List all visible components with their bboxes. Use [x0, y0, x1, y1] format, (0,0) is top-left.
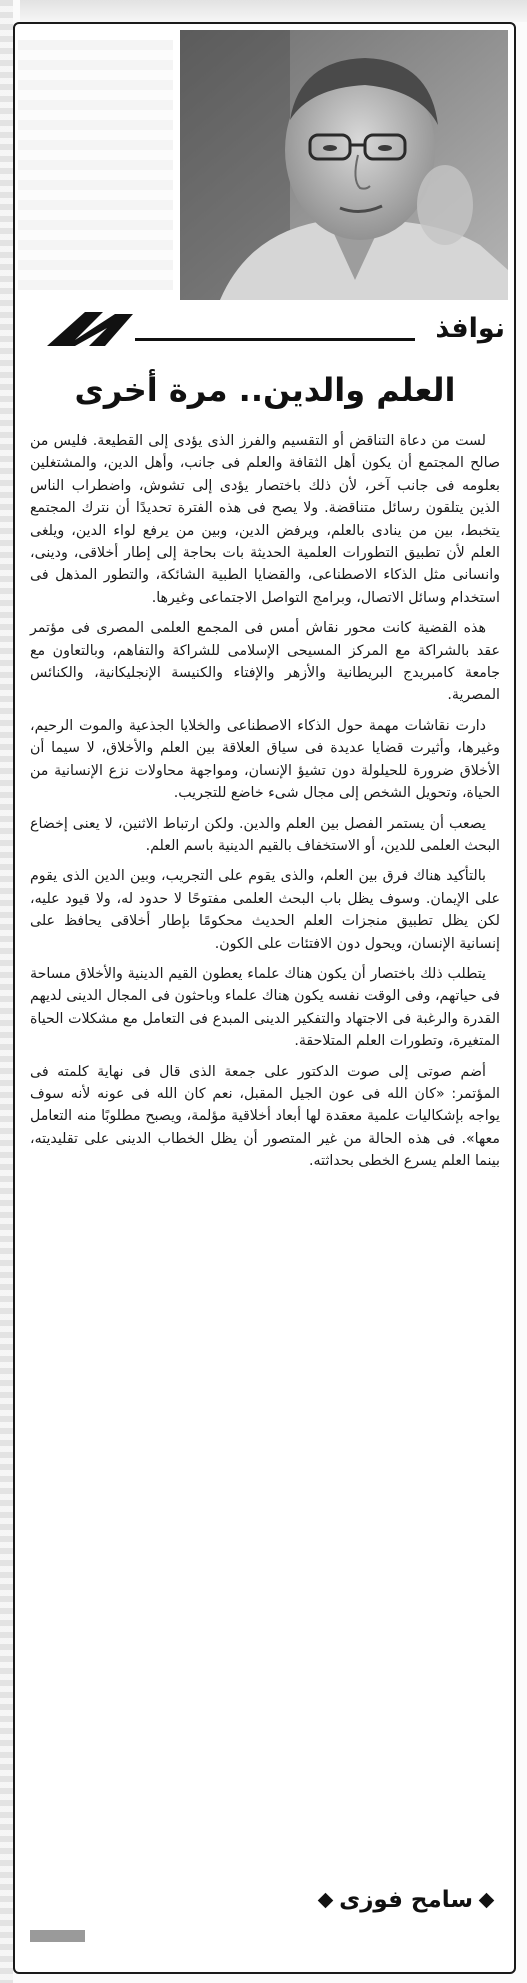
adjacent-text-bleed [18, 40, 173, 290]
article-paragraph: هذه القضية كانت محور نقاش أمس فى المجمع العلمى المصرى فى مؤتمر عقد بالشراكة مع المركز المسيحى الإسلامى للشراكة والتفاهم، وبالتعاون مع جامعة كامبريدج البريطانية والأزهر والإفتاء والكنيسة الإنجليكانية، والكنائس المصرية. [30, 620, 500, 704]
article-paragraph: يصعب أن يستمر الفصل بين العلم والدين. ولكن ارتباط الاثنين، لا يعنى إخضاع البحث العلمى للدين، أو الاستخفاف بالقيم الدينية باسم العلم. [30, 815, 500, 854]
author-photo [180, 30, 508, 300]
article-paragraph: لست من دعاة التناقض أو التقسيم والفرز الذى يؤدى إلى القطيعة. فليس من صالح المجتمع أن يكون أهل الثقافة والعلم فى جانب، وأهل الدين، والمشتغلين بعلومه فى جانب آخر، لأن ذلك باختصار يؤدى إلى تشوش، واضطراب الناس الذين يتلقون رسائل متناقضة. ولا يصح فى هذه الفترة تحديدًا أن نترك المجتمع يتخبط، بين من ينادى بالعلم، ويرفض الدين، وبين من يرفع لواء الدين، ويلغى العلم لأن تطبيق التطورات العلمية الحديثة بات بحاجة إلى إطار أخلاقى، ودينى، وانسانى مثل الذكاء الاصطناعى، والقضايا الطبية الشائكة، والتطور المذهل فى استخدام وسائل الاتصال، وبرامج التواصل الاجتماعى وغيرها. [30, 433, 500, 606]
article-paragraph: دارت نقاشات مهمة حول الذكاء الاصطناعى والخلايا الجذعية والموت الرحيم، وغيرها، وأثيرت قضايا عديدة فى سياق العلاقة بين العلم والأخلاق، لا سيما أن الأخلاق ضرورة للحيلولة دون تشيؤ الإنسان، ومواجهة محاولات نزع الإنسانية من الحياة، وتحويل الشخص إلى مجال شىء خاضع للتجريب. [30, 717, 500, 802]
section-name: نوافذ [435, 313, 505, 344]
diamond-icon [479, 1893, 495, 1909]
article-paragraph: يتطلب ذلك باختصار أن يكون هناك علماء يعطون القيم الدينية والأخلاق مساحة فى حياتهم، وفى الوقت نفسه يكون هناك علماء وباحثون فى المجال الدينى لديهم القدرة والرغبة فى الاجتهاد والتفكير الدينى المبدع فى التعامل مع مشكلات الحياة المتغيرة، وتطورات العلم المتلاحقة. [30, 965, 500, 1050]
author-name: سامح فوزى [339, 1887, 473, 1913]
article-headline: العلم والدين.. مرة أخرى [74, 371, 456, 409]
author-byline [30, 1880, 500, 1920]
end-mark [30, 1930, 85, 1942]
page-top-bleed [20, 0, 527, 22]
article-paragraph: بالتأكيد هناك فرق بين العلم، والذى يقوم على التجريب، وبين الدين الذى يقوم على الإيمان. وسوف يظل باب البحث العلمى مفتوحًا لا حدود له، ولا قيود عليه، لكن يظل تطبيق منجزات العلم الحديث محكومًا بإطار أخلاقى يحافظ على إنسانية الإنسان، ويحول دون الافتئات على الكون. [30, 868, 500, 952]
author-portrait-image [180, 30, 508, 300]
article-paragraph: أضم صوتى إلى صوت الدكتور على جمعة الذى قال فى نهاية كلمته فى المؤتمر: «كان الله فى عون الجيل المقبل، نعم كان الله فى عونه لأنه سوف يواجه بإشكاليات علمية معقدة لها أبعاد أخلاقية مؤلمة، ويصبح مطلوبًا منه التعامل معها». فى هذه الحالة من غير المتصور أن يظل الخطاب الدينى على تقليديته، بينما العلم يسرع الخطى بحداثته. [30, 1063, 500, 1170]
adjacent-column-bleed [0, 0, 13, 1983]
section-header [45, 308, 505, 358]
diamond-icon [318, 1893, 334, 1909]
section-rule [135, 338, 415, 341]
section-logo-icon [45, 308, 135, 350]
article-body [30, 430, 500, 1181]
